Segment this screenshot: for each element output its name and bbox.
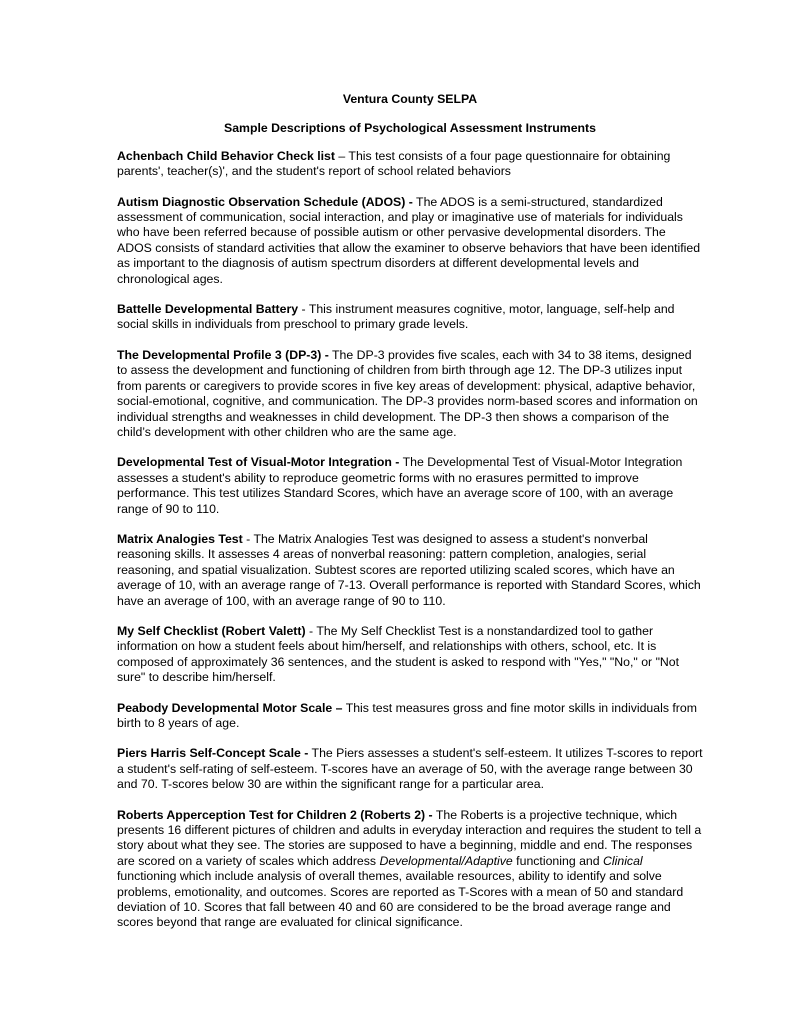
entry-text: functioning which include analysis of overall themes, available resources, ability to identify and solve problems, emotionality, and outcomes. Scores are reported as T-Scores with a mean of 50 and standard deviation of 10. Scores that fall between 40 and 60 are considered to be the broad average range and scores beyond that range are evaluated for clinical significance. — [117, 869, 684, 930]
entry-ados — [117, 195, 703, 287]
entry-title: Achenbach Child Behavior Check list — [117, 148, 335, 163]
entry-text: The Roberts is a projective technique, which presents 16 different pictures of children and adults in everyday interaction and requires the student to tell a story about what they see. The stories are supposed to have a beginning, middle and end. The responses are scored on a variety of scales which address — [117, 807, 702, 868]
entry-title: Developmental Test of Visual-Motor Integration - — [117, 455, 400, 470]
entry-text: The ADOS is a semi-structured, standardized assessment of communication, social interaction, and play or imaginative use of materials for individuals who have been referred because of possible autism or other pervasive developmental disorders. The ADOS consists of standard activities that allow the examiner to observe behaviors that have been identified as important to the diagnosis of autism spectrum disorders at different developmental levels and chronological ages. — [117, 194, 701, 286]
entry-roberts — [117, 808, 703, 931]
entry-title: Roberts Apperception Test for Children 2 (Roberts 2) - — [117, 807, 433, 822]
entry-peabody — [117, 701, 703, 732]
entry-text: The Developmental Test of Visual-Motor Integration assesses a student's ability to reproduce geometric forms with no erasures permitted to improve performance. This test utilizes Standard Scores, which have an average score of 100, with an average range of 90 to 110. — [117, 455, 683, 516]
entry-text: The Piers assesses a student's self-esteem. It utilizes T-scores to report a student's self-rating of self-esteem. T-scores have an average of 50, with the average range between 30 and 70. T-scores below 30 are within the significant range for a particular area. — [117, 746, 703, 792]
entry-text: - This instrument measures cognitive, motor, language, self-help and social skills in individuals from preschool to primary grade levels. — [117, 302, 675, 332]
entry-text: functioning and — [512, 853, 604, 868]
entry-text: - The Matrix Analogies Test was designed to assess a student's nonverbal reasoning skills. It assesses 4 areas of nonverbal reasoning: pattern completion, analogies, serial reasoning, and spatial visualization. Subtest scores are reported utilizing scaled scores, which have an average of 10, with an average range of 7-13. Overall performance is reported with Standard Scores, which have an average of 100, with an average range of 90 to 110. — [117, 531, 701, 608]
entry-italic-term: Developmental/Adaptive — [379, 853, 513, 868]
entry-text: The DP-3 provides five scales, each with 34 to 38 items, designed to assess the development and functioning of children from birth through age 12. The DP-3 utilizes input from parents or caregivers to provide scores in five key areas of development: physical, adaptive behavior, social-emotional, cognitive, and communication. The DP-3 provides norm-based scores and information on individual strengths and weaknesses in child development. The DP-3 then shows a comparison of the child’s development with other children who are the same age. — [117, 347, 698, 439]
entry-text: - The My Self Checklist Test is a nonstandardized tool to gather information on how a student feels about him/herself, and relationships with others, school, etc. It is composed of approximately 36 sentences, and the student is asked to respond with "Yes," "No," or "Not sure" to describe him/herself. — [117, 623, 680, 685]
entry-achenbach — [117, 149, 703, 180]
document-title: Ventura County SELPA — [342, 92, 478, 106]
entry-italic-term: Clinical — [603, 853, 643, 868]
entry-title: Battelle Developmental Battery — [117, 302, 299, 317]
entry-piers — [117, 746, 703, 792]
document-subtitle: Sample Descriptions of Psychological Assessment Instruments — [224, 121, 596, 136]
entry-title: My Self Checklist (Robert Valett) — [117, 623, 306, 638]
entry-text: This test measures gross and fine motor skills in individuals from birth to 8 years of age. — [117, 700, 697, 730]
entry-battelle — [117, 302, 703, 333]
entry-myself — [117, 624, 703, 686]
entry-matrix — [117, 532, 703, 609]
entry-text: – This test consists of a four page questionnaire for obtaining parents', teacher(s)', and the student's report of school related behaviors — [117, 148, 671, 179]
entry-title: Piers Harris Self-Concept Scale - — [117, 746, 309, 761]
entry-vmi — [117, 455, 703, 517]
entry-title: The Developmental Profile 3 (DP-3) - — [117, 347, 329, 362]
entry-title: Matrix Analogies Test — [117, 531, 243, 546]
entry-title: Autism Diagnostic Observation Schedule (ADOS) - — [117, 194, 413, 209]
entry-dp3 — [117, 348, 703, 440]
document-page — [117, 92, 703, 946]
entry-title: Peabody Developmental Motor Scale – — [117, 700, 343, 715]
